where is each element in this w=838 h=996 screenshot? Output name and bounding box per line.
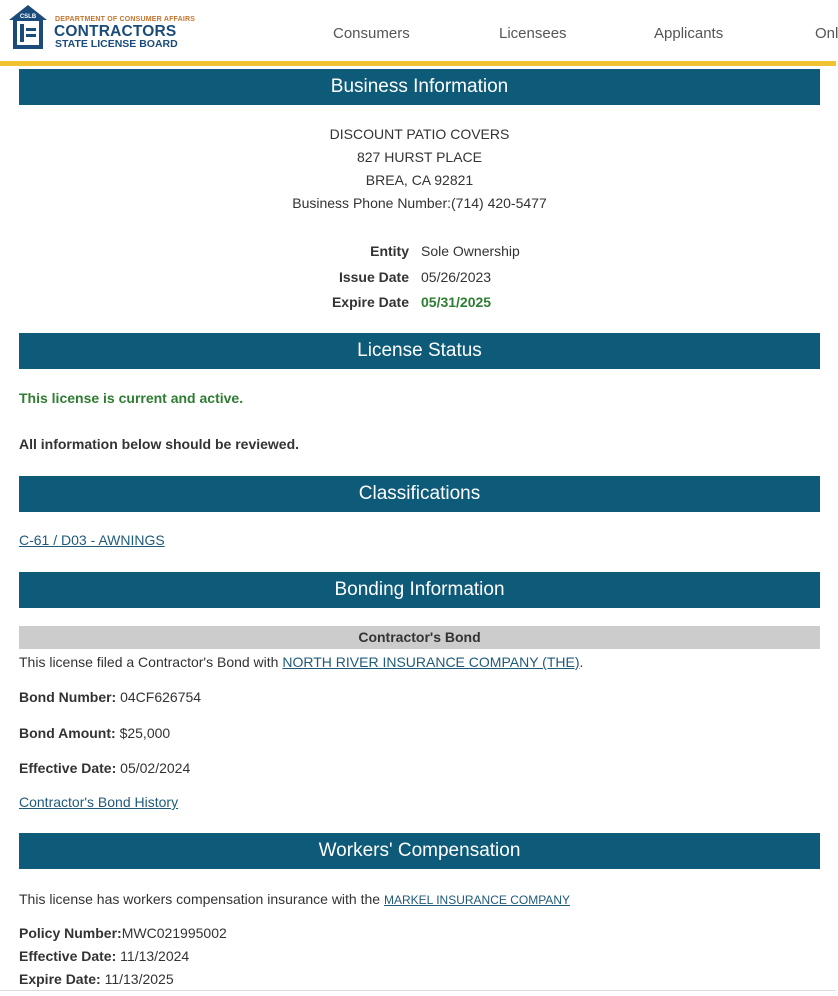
page-bottom-divider: [0, 990, 836, 991]
business-info-heading: Business Information: [19, 69, 820, 105]
nav-applicants[interactable]: Applicants: [654, 25, 724, 42]
nav-licensees[interactable]: Licensees: [499, 25, 567, 42]
bond-amount-row: [19, 725, 170, 741]
bond-amount-label: Bond Amount:: [19, 725, 116, 741]
wc-effective-row: [19, 948, 189, 964]
bond-history-row: [19, 794, 178, 810]
bond-number-row: [19, 689, 201, 705]
policy-number-value: MWC021995002: [121, 925, 227, 941]
wc-expire-value: 11/13/2025: [100, 971, 174, 987]
bond-insurer-link[interactable]: NORTH RIVER INSURANCE COMPANY (THE): [282, 654, 580, 670]
bond-filed-text: [19, 654, 583, 670]
bond-amount-value: $25,000: [115, 725, 171, 741]
bond-effective-label: Effective Date:: [19, 760, 117, 776]
wc-expire-label: Expire Date:: [19, 971, 101, 987]
issue-date-label: Issue Date: [338, 269, 409, 285]
classification-link[interactable]: C-61 / D03 - AWNINGS: [19, 532, 165, 548]
bond-effective-row: [19, 760, 190, 776]
classifications-heading: Classifications: [19, 476, 820, 512]
logo-sub-text: STATE LICENSE BOARD: [55, 38, 178, 50]
cslb-house-icon: [8, 4, 48, 50]
business-street: 827 HURST PLACE: [356, 149, 482, 165]
logo-main-text: CONTRACTORS: [54, 23, 177, 40]
expire-date-value: 05/31/2025: [421, 294, 492, 310]
wc-effective-label: Effective Date:: [19, 948, 117, 964]
bond-history-link[interactable]: Contractor's Bond History: [19, 794, 179, 810]
header-accent-bar: [0, 61, 836, 66]
logo-badge-text: CSLB: [19, 14, 37, 20]
license-status-heading: License Status: [19, 333, 820, 369]
cslb-logo[interactable]: [8, 4, 198, 52]
bond-filed-suffix: .: [579, 654, 584, 670]
bond-filed-prefix: This license filed a Contractor's Bond with: [19, 654, 283, 670]
workers-comp-insurer-link[interactable]: MARKEL INSURANCE COMPANY: [383, 893, 570, 907]
issue-date-value: 05/26/2023: [421, 269, 492, 285]
wc-expire-row: [19, 971, 174, 987]
classification-item: [19, 532, 165, 548]
workers-comp-text: [19, 891, 570, 907]
nav-online-services[interactable]: Onl: [815, 25, 838, 42]
bond-effective-value: 05/02/2024: [116, 760, 191, 776]
wc-effective-value: 11/13/2024: [116, 948, 190, 964]
logo-dept-text: DEPARTMENT OF CONSUMER AFFAIRS: [55, 16, 196, 23]
bond-number-value: 04CF626754: [116, 689, 202, 705]
contractors-bond-subheading: Contractor's Bond: [19, 626, 820, 649]
entity-value: Sole Ownership: [421, 243, 520, 259]
site-header: [0, 0, 836, 62]
workers-comp-prefix: This license has workers compensation insurance with the: [19, 891, 384, 907]
bond-number-label: Bond Number:: [19, 689, 117, 705]
policy-number-label: Policy Number:: [19, 925, 122, 941]
business-phone: Business Phone Number:(714) 420-5477: [292, 195, 547, 211]
expire-date-label: Expire Date: [331, 294, 409, 310]
business-city: BREA, CA 92821: [365, 172, 474, 188]
review-notice: All information below should be reviewed.: [19, 436, 300, 452]
policy-number-row: [19, 925, 227, 941]
entity-label: Entity: [370, 243, 409, 259]
license-status-message: This license is current and active.: [19, 390, 244, 406]
workers-comp-heading: Workers' Compensation: [19, 833, 820, 869]
nav-consumers[interactable]: Consumers: [333, 25, 410, 42]
bonding-info-heading: Bonding Information: [19, 572, 820, 608]
business-name: DISCOUNT PATIO COVERS: [329, 126, 510, 142]
